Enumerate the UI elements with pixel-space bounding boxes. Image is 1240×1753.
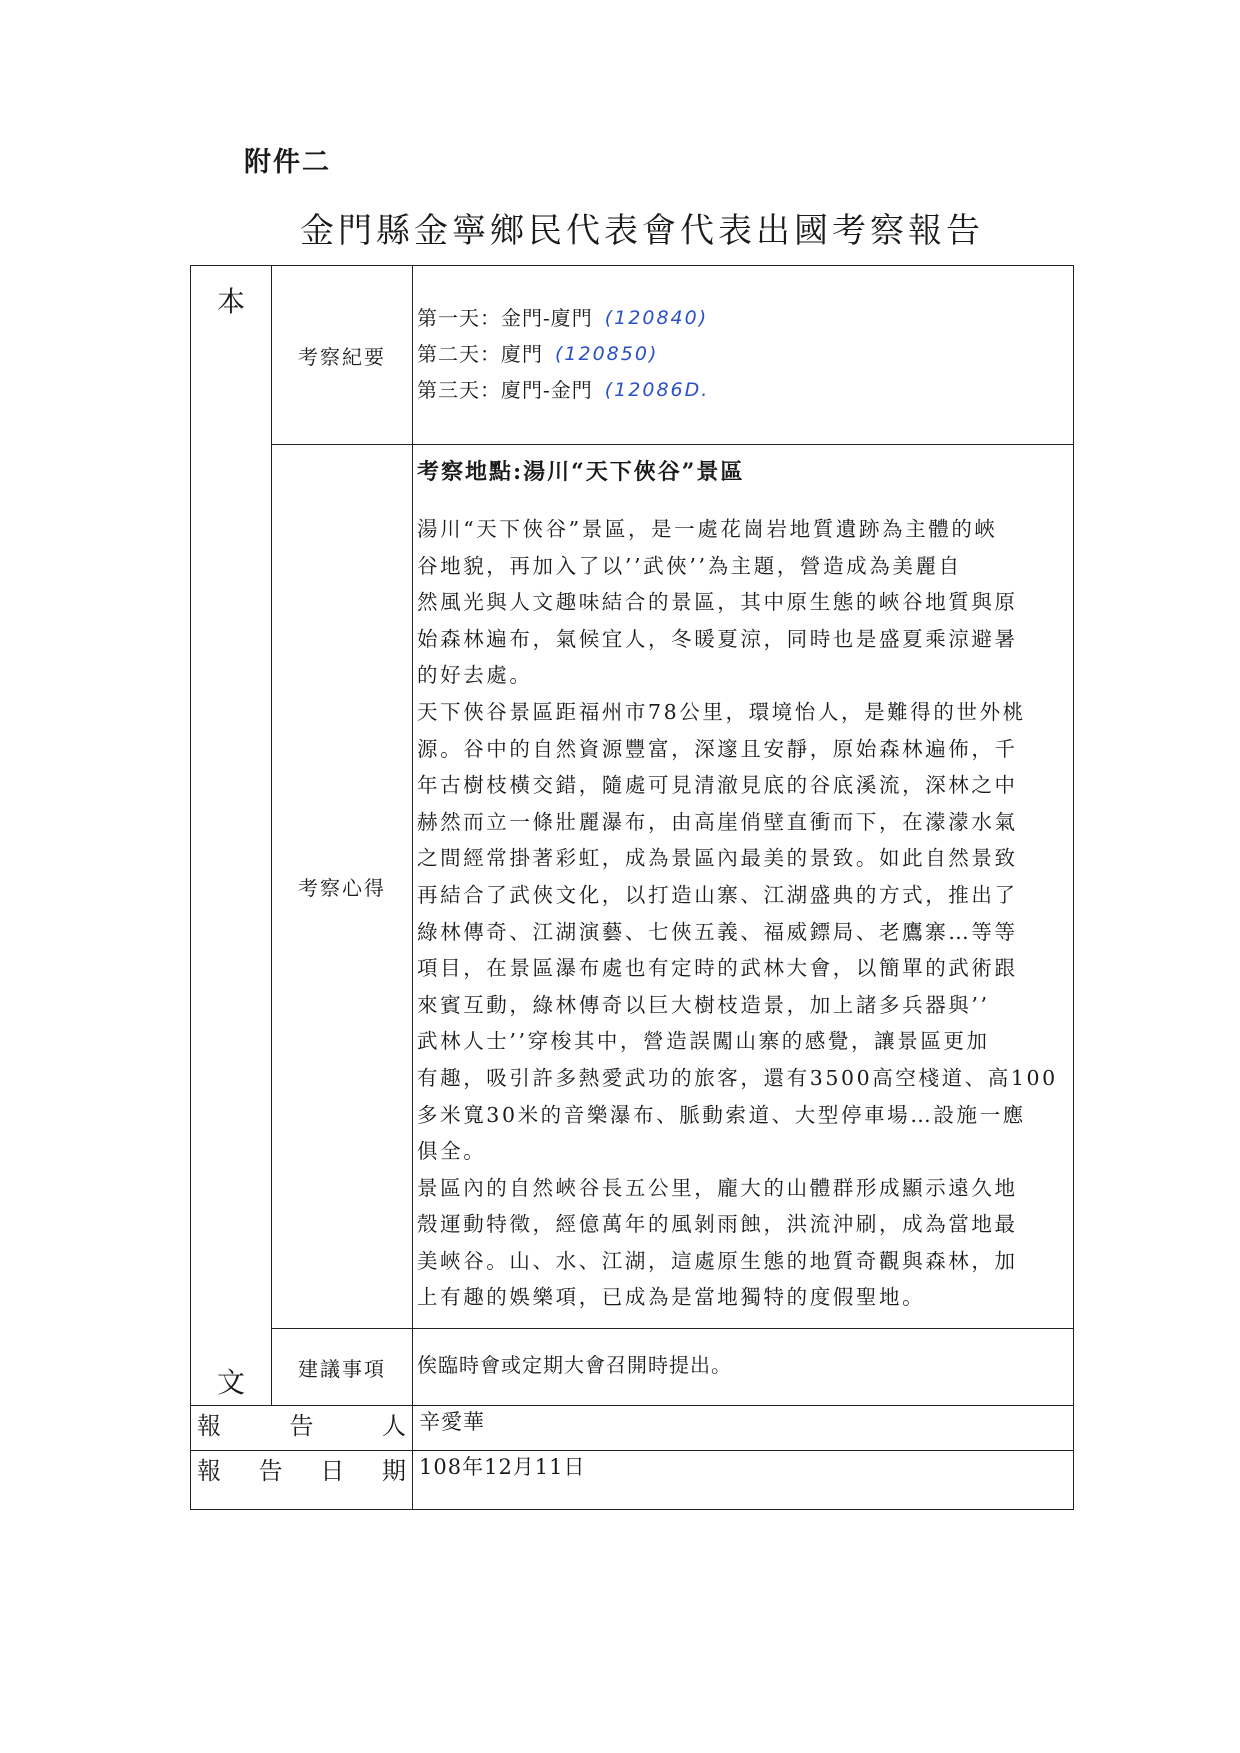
text-line: 赫然而立一條壯麗瀑布，由高崖俏壁直衝而下，在濛濛水氣 xyxy=(417,809,1018,834)
reporter-value xyxy=(413,1406,1074,1451)
handwritten-note: (120840) xyxy=(604,307,709,329)
text-line: 天下俠谷景區距福州市78公里，環境怡人，是難得的世外桃 xyxy=(417,699,1026,724)
summary-day-3 xyxy=(417,372,1073,408)
suggestion-row xyxy=(191,1329,1074,1406)
insight-paragraphs xyxy=(417,511,1069,1316)
attachment-label: 附件二 xyxy=(244,147,331,178)
label-char: 日 xyxy=(320,1457,345,1485)
text-line: 美峽谷。山、水、江湖，這處原生態的地質奇觀與森林，加 xyxy=(417,1248,1018,1273)
side-char-bottom: 文 xyxy=(216,1366,245,1399)
summary-content xyxy=(413,266,1074,445)
text-line: 然風光與人文趣味結合的景區，其中原生態的峽谷地質與原 xyxy=(417,590,1018,615)
summary-day-2 xyxy=(417,336,1073,372)
handwritten-note: (120850) xyxy=(555,343,659,365)
text-line: 俱全。 xyxy=(417,1139,487,1164)
text-line: 年古樹枝橫交錯，隨處可見清澈見底的谷底溪流，深林之中 xyxy=(417,773,1018,798)
reporter-label xyxy=(191,1406,413,1451)
reporter-row xyxy=(191,1406,1074,1451)
label-char: 報 xyxy=(197,1457,221,1485)
summary-day-1 xyxy=(417,300,1073,336)
report-date-value xyxy=(413,1451,1074,1510)
suggestion-text: 俟臨時會或定期大會召開時提出。 xyxy=(417,1353,732,1377)
text-line: 武林人士’’穿梭其中，營造誤闖山寨的感覺，讓景區更加 xyxy=(417,1029,990,1054)
text-line: 再結合了武俠文化，以打造山寨、江湖盛典的方式，推出了 xyxy=(417,882,1018,907)
text-line: 之間經常掛著彩虹，成為景區內最美的景致。如此自然景致 xyxy=(417,846,1018,871)
suggestion-content xyxy=(413,1329,1074,1406)
insight-label: 考察心得 xyxy=(272,445,413,1329)
text-line: 項目，在景區瀑布處也有定時的武林大會，以簡單的武術跟 xyxy=(417,956,1018,981)
report-date-label xyxy=(191,1451,413,1510)
text-line: 谷地貌，再加入了以’’武俠’’為主題，營造成為美麗自 xyxy=(417,553,962,578)
text-line: 始森林遍布，氣候宜人，冬暖夏涼，同時也是盛夏乘涼避暑 xyxy=(417,626,1018,651)
text-line: 湯川“天下俠谷”景區，是一處花崗岩地質遺跡為主體的峽 xyxy=(417,517,998,541)
text-line: 多米寬30米的音樂瀑布、脈動索道、大型停車場…設施一應 xyxy=(417,1102,1026,1127)
text-line: 綠林傳奇、江湖演藝、七俠五義、福威鏢局、老鷹寨…等等 xyxy=(417,919,1018,944)
summary-day-text: 第二天：廈門 xyxy=(417,342,543,366)
location-heading: 考察地點:湯川“天下俠谷”景區 xyxy=(417,459,745,485)
report-table xyxy=(190,265,1074,1510)
text-line: 來賓互動，綠林傳奇以巨大樹枝造景，加上諸多兵器與’’ xyxy=(417,992,990,1017)
label-char: 期 xyxy=(381,1457,406,1485)
label-char: 報 xyxy=(197,1412,221,1440)
suggestion-label: 建議事項 xyxy=(272,1329,413,1406)
report-date-row xyxy=(191,1451,1074,1510)
text-line: 上有趣的娛樂項，已成為是當地獨特的度假聖地。 xyxy=(417,1285,926,1310)
report-date: 108年12月11日 xyxy=(419,1455,586,1479)
side-char-top: 本 xyxy=(216,285,245,318)
insight-row xyxy=(191,445,1074,1329)
summary-day-text: 第一天：金門-廈門 xyxy=(417,306,593,330)
handwritten-note: (12086D. xyxy=(604,379,710,401)
summary-label: 考察紀要 xyxy=(272,266,413,445)
text-line: 景區內的自然峽谷長五公里，龐大的山體群形成顯示遠久地 xyxy=(417,1175,1018,1200)
text-line: 的好去處。 xyxy=(417,663,533,688)
insight-content xyxy=(413,445,1074,1329)
label-char: 人 xyxy=(382,1412,406,1440)
summary-row xyxy=(191,266,1074,445)
body-side-cell xyxy=(191,266,272,1406)
document-title: 金門縣金寧鄉民代表會代表出國考察報告 xyxy=(300,211,984,251)
reporter-name: 辛愛華 xyxy=(419,1410,485,1434)
text-line: 殼運動特徵，經億萬年的風剝雨蝕，洪流沖刷，成為當地最 xyxy=(417,1212,1018,1237)
text-line: 源。谷中的自然資源豐富，深邃且安靜，原始森林遍佈，千 xyxy=(417,736,1018,761)
summary-day-text: 第三天：廈門-金門 xyxy=(417,378,593,402)
text-line: 有趣，吸引許多熱愛武功的旅客，還有3500高空棧道、高100 xyxy=(417,1065,1058,1090)
label-char: 告 xyxy=(289,1412,314,1440)
label-char: 告 xyxy=(258,1457,283,1485)
